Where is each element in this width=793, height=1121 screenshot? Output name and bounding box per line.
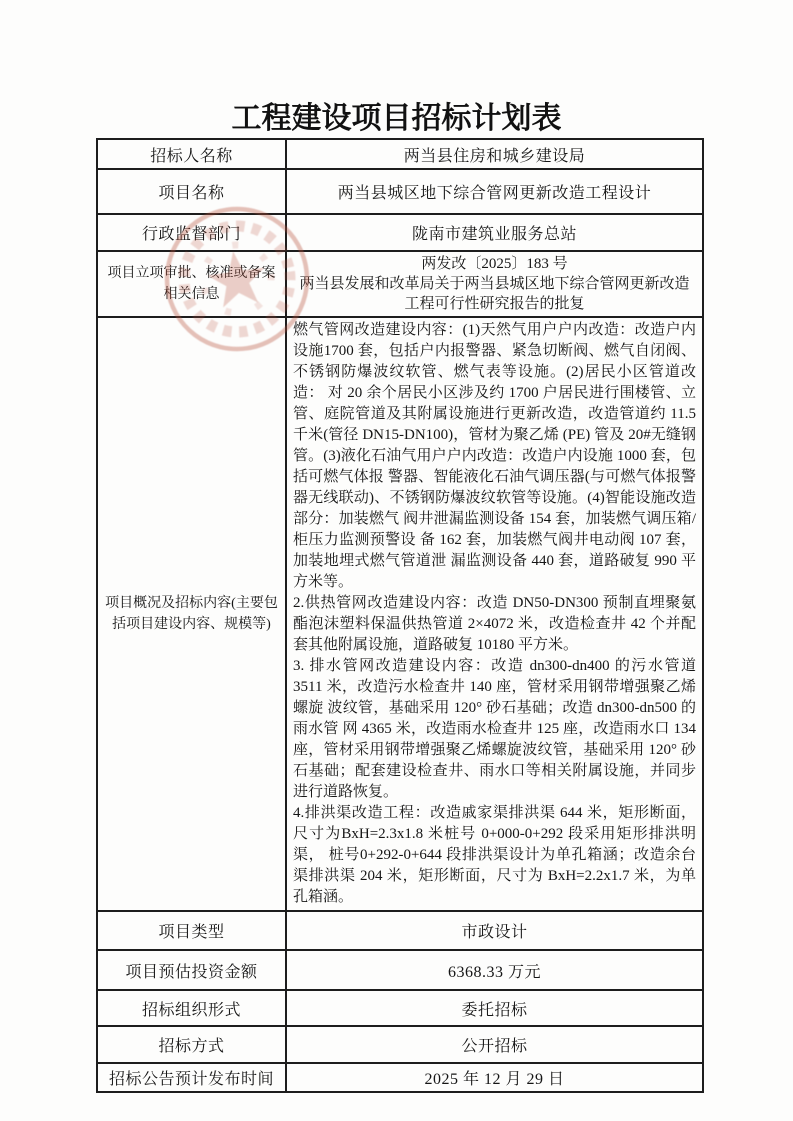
bid-organization-form-value: 委托招标 bbox=[286, 990, 703, 1026]
overview-paragraph-heating: 2.供热管网改造建设内容：改造 DN50-DN300 预制直埋聚氨 酯泡沫塑料保温供热管道 2×4072 米，改造检查井 42 个并配套其他附属设施，道路破复 10180 平方米。 bbox=[293, 595, 696, 653]
bidding-method-label: 招标方式 bbox=[97, 1026, 286, 1063]
overview-paragraph-drainage: 3. 排水管网改造建设内容：改造 dn300-dn400 的污水管道 3511 米，改造污水检查井 140 座，管材采用钢带增强聚乙烯螺旋 波纹管，基础采用 120° 砂石基础；改造 dn300-dn500 的雨水管 网 4365 米，改造雨水检查井 125 座，改造雨水口 134 座，管材采用钢带增强聚乙烯螺旋波纹管，基础采用 120° 砂石基础；配套建设检查井、雨水口等相关附属设施，并同步进行道路恢复。 bbox=[293, 658, 696, 800]
table-row bbox=[97, 214, 703, 251]
bid-organization-form-label: 招标组织形式 bbox=[97, 990, 286, 1026]
table-row bbox=[97, 251, 703, 317]
project-type-value: 市政设计 bbox=[286, 911, 703, 950]
table-row bbox=[97, 990, 703, 1026]
announcement-date-label: 招标公告预计发布时间 bbox=[97, 1063, 286, 1092]
table-row bbox=[97, 1063, 703, 1092]
table-row bbox=[97, 139, 703, 169]
table-row bbox=[97, 911, 703, 950]
project-approval-info-label: 项目立项审批、核准或备案相关信息 bbox=[97, 251, 286, 317]
estimated-investment-value: 6368.33 万元 bbox=[286, 950, 703, 990]
estimated-investment-label: 项目预估投资金额 bbox=[97, 950, 286, 990]
project-name-label: 项目名称 bbox=[97, 169, 286, 214]
project-overview-value bbox=[286, 317, 703, 911]
table-row bbox=[97, 169, 703, 214]
bidder-name-label: 招标人名称 bbox=[97, 139, 286, 169]
project-overview-label: 项目概况及招标内容(主要包括项目建设内容、规模等) bbox=[97, 317, 286, 911]
table-row bbox=[97, 950, 703, 990]
project-type-label: 项目类型 bbox=[97, 911, 286, 950]
overview-paragraph-flood-channel: 4.排洪渠改造工程：改造戚家渠排洪渠 644 米，矩形断面， 尺寸为BxH=2.3x1.8 米桩号 0+000-0+292 段采用矩形排洪明渠， 桩号0+292-0+644 段排洪渠设计为单孔箱涵；改造余台渠排洪渠 204 米，矩形断面，尺寸为 BxH=2.2x1.7 米，为单孔箱涵。 bbox=[293, 805, 696, 905]
announcement-date-value: 2025 年 12 月 29 日 bbox=[286, 1063, 703, 1092]
admin-supervision-dept-label: 行政监督部门 bbox=[97, 214, 286, 251]
approval-doc-title: 两当县发展和改革局关于两当县城区地下综合管网更新改造工程可行性研究报告的批复 bbox=[299, 276, 690, 312]
project-name-value: 两当县城区地下综合管网更新改造工程设计 bbox=[286, 169, 703, 214]
bidder-name-value: 两当县住房和城乡建设局 bbox=[286, 139, 703, 169]
admin-supervision-dept-value: 陇南市建筑业服务总站 bbox=[286, 214, 703, 251]
overview-paragraph-gas: 燃气管网改造建设内容：(1)天然气用户户内改造：改造户内设施1700 套，包括户内报警器、紧急切断阀、燃气自闭阀、不锈钢防爆波纹软管、燃气表等设施。(2)居民小区管道改造： 对 20 余个居民小区涉及约 1700 户居民进行围楼管、立管、庭院管道及其附属设施进行更新改造，改造管道约 11.5 千米(管径 DN15-DN100)，管材为聚乙烯 (PE) 管及 20#无缝钢管。(3)液化石油气用户户内改造：改造户内设施 1000 套，包括可燃气体报 警器、智能液化石油气调压器(与可燃气体报警器无线联动)、不锈钢防爆波纹软管等设施。(4)智能设施改造部分：加装燃气 阀井泄漏监测设备 154 套，加装燃气调压箱/柜压力监测预警设 备 162 套，加装燃气阀井电动阀 107 套，加装地埋式燃气管道泄 漏监测设备 440 套，道路破复 990 平方米等。 bbox=[293, 322, 696, 590]
project-approval-info-value bbox=[286, 251, 703, 317]
approval-doc-number: 两发改〔2025〕183 号 bbox=[421, 256, 568, 272]
page-title: 工程建设项目招标计划表 bbox=[231, 102, 562, 135]
bidding-plan-table bbox=[96, 138, 704, 1093]
bidding-method-value: 公开招标 bbox=[286, 1026, 703, 1063]
table-row bbox=[97, 317, 703, 911]
table-row bbox=[97, 1026, 703, 1063]
